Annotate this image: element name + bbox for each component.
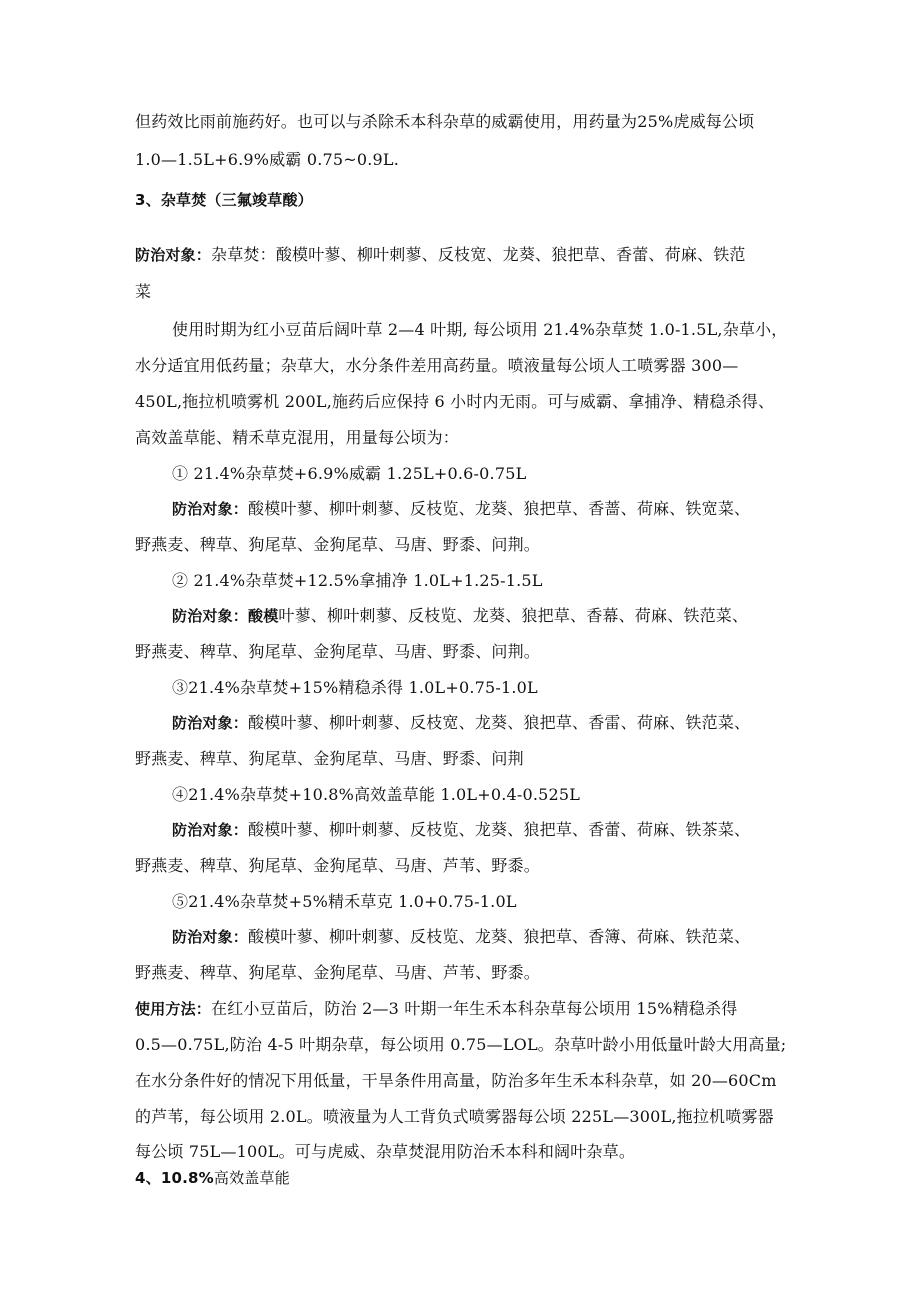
text-line: 野燕麦、稗草、狗尾草、金狗尾草、马唐、野黍、问荆: [135, 749, 524, 768]
usage-text: 在红小豆苗后，防治 2—3 叶期一年生禾本科杂草每公顷用 15%精稳杀得: [211, 999, 738, 1018]
target-label: 防治对象：: [172, 714, 249, 732]
target-text: 杂草焚：酸模叶蓼、柳叶刺蓼、反枝宽、龙葵、狼把草、香蕾、荷麻、铁范: [211, 245, 746, 264]
mixture-item-1: ① 21.4%杂草焚+6.9%威霸 1.25L+0.6-0.75L: [172, 464, 527, 483]
text-line: 使用时期为红小豆苗后阔叶草 2—4 叶期, 每公顷用 21.4%杂草焚 1.0-1.5L,杂草小，: [172, 320, 788, 339]
text-line: 野燕麦、稗草、狗尾草、金狗尾草、马唐、野黍、问荆。: [135, 642, 541, 661]
heading-number: 4、10.8%: [135, 1169, 214, 1187]
usage-label: 使用方法：: [135, 1000, 212, 1018]
mixture-item-5: ⑤21.4%杂草焚+5%精禾草克 1.0+0.75-1.0L: [172, 892, 517, 911]
target-line: [172, 820, 750, 840]
target-text: 酸模叶蓼、柳叶刺蓼、反枝览、龙葵、狼把草、香蔷、荷麻、铁宽菜、: [248, 499, 751, 518]
text-line: 但药效比雨前施药好。也可以与杀除禾本科杂草的威霸使用，用药量为25%虎威每公顷: [135, 112, 755, 131]
mixture-item-3: ③21.4%杂草焚+15%精稳杀得 1.0L+0.75-1.0L: [172, 678, 538, 697]
text-line: 水分适宜用低药量；杂草大，水分条件差用高药量。喷液量每公顷人工喷雾器 300—: [135, 356, 739, 375]
target-label: 防治对象：酸模: [172, 607, 279, 625]
target-line: [172, 499, 750, 519]
text-line: 450L,拖拉机喷雾机 200L,施药后应保持 6 小时内无雨。可与威霸、拿捕净、精稳杀得、: [135, 392, 775, 411]
target-line: [172, 927, 750, 947]
paragraph-target-line: [135, 245, 746, 265]
mixture-item-4: ④21.4%杂草焚+10.8%高效盖草能 1.0L+0.4-0.525L: [172, 785, 581, 804]
target-label: 防治对象：: [135, 246, 212, 264]
text-line: 的芦苇，每公顷用 2.0L。喷液量为人工背负式喷雾器每公顷 225L—300L,拖拉机喷雾器: [135, 1107, 774, 1126]
text-line: 高效盖草能、精禾草克混用，用量每公顷为：: [135, 428, 460, 447]
heading-text: 高效盖草能: [213, 1169, 290, 1187]
text-line: 在水分条件好的情况下用低量，干旱条件用高量，防治多年生禾本科杂草，如 20—60Cm: [135, 1071, 777, 1090]
text-line: 菜: [135, 282, 152, 301]
target-line: [172, 606, 748, 626]
text-line: 野燕麦、稗草、狗尾草、金狗尾草、马唐、芦苇、野黍。: [135, 963, 541, 982]
section-heading-3: 3、杂草焚（三氟竣草酸）: [135, 191, 313, 209]
target-text: 酸模叶蓼、柳叶刺蓼、反枝览、龙葵、狼把草、香蕾、荷麻、铁茶菜、: [248, 820, 751, 839]
target-label: 防治对象：: [172, 500, 249, 518]
usage-line: [135, 999, 737, 1019]
text-line: 每公顷 75L—100L。可与虎威、杂草焚混用防治禾本科和阔叶杂草。: [135, 1142, 636, 1161]
target-text: 酸模叶蓼、柳叶刺蓼、反枝览、龙葵、狼把草、香簿、荷麻、铁范菜、: [248, 927, 751, 946]
section-heading-4: [135, 1168, 290, 1188]
text-line: 0.5—0.75L,防治 4-5 叶期杂草，每公顷用 0.75—LOL。杂草叶龄小用低量叶龄大用高量;: [135, 1035, 787, 1054]
text-line: 1.0—1.5L+6.9%威霸 0.75~0.9L.: [135, 150, 400, 169]
text-line: 野燕麦、稗草、狗尾草、金狗尾草、马唐、芦苇、野黍。: [135, 856, 541, 875]
target-label: 防治对象：: [172, 821, 249, 839]
target-text: 酸模叶蓼、柳叶刺蓼、反枝宽、龙葵、狼把草、香雷、荷麻、铁范菜、: [248, 713, 751, 732]
target-text: 叶蓼、柳叶刺蓼、反枝览、龙葵、狼把草、香幕、荷麻、铁范菜、: [278, 606, 749, 625]
target-line: [172, 713, 750, 733]
mixture-item-2: ② 21.4%杂草焚+12.5%拿捕净 1.0L+1.25-1.5L: [172, 571, 543, 590]
target-label: 防治对象：: [172, 928, 249, 946]
text-line: 野燕麦、稗草、狗尾草、金狗尾草、马唐、野黍、问荆。: [135, 535, 541, 554]
